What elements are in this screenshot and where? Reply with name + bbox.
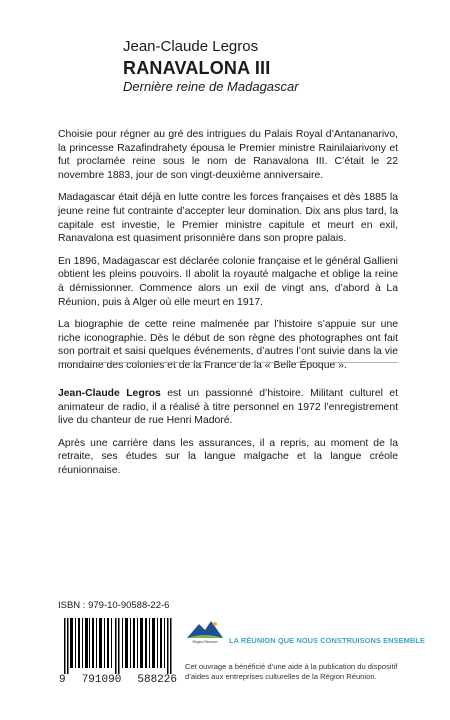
- author-name: Jean-Claude Legros: [123, 38, 259, 55]
- book-title: RANAVALONA III: [123, 58, 271, 78]
- blurb-paragraph: La biographie de cette reine malmenée par l’histoire s’appuie sur une riche iconographie. Dès le début de son règne des photographes ont fait son portrait et saisi quelques événements, d’autres l’ont suivie dans la vie mondaine des colonies et de la France de la « Belle Époque ».: [58, 319, 398, 371]
- mountain-icon: [185, 618, 225, 640]
- barcode-digit-group: 9: [59, 674, 66, 686]
- isbn: ISBN : 979-10-90588-22-6: [58, 600, 170, 611]
- author-bio: [58, 387, 398, 487]
- divider: [58, 362, 398, 363]
- region-reunion-logo: [185, 618, 225, 650]
- blurb-paragraph: Madagascar était déjà en lutte contre les forces françaises et dès 1885 la jeune reine fut contrainte d’accepter leur domination. Dix ans plus tard, la capitale est investie, le Premier ministre capitule et meurt en exil, Ranavalona est quasiment prisonnière dans son propre palais.: [58, 192, 398, 245]
- region-name: Région Réunion: [192, 640, 218, 644]
- blurb-paragraph: Choisie pour régner au gré des intrigues du Palais Royal d’Antananarivo, la princesse Razafindrahety épousa le Premier ministre Rainilaiarivony et fut proclamée reine sous le nom de Ranavalona III. C’était le 22 novembre 1883, jour de son vingt-deuxième anniversaire.: [58, 129, 398, 181]
- region-slogan: LA RÉUNION QUE NOUS CONSTRUISONS ENSEMBLE: [229, 636, 425, 645]
- bio-paragraph: Après une carrière dans les assurances, il a repris, au moment de la retraite, ses études sur la langue malgache et la langue créole réunionnaise.: [58, 437, 398, 476]
- publication-aid-note: Cet ouvrage a bénéficié d’une aide à la publication du dispositif d’aides aux entreprises culturelles de la Région Réunion.: [185, 662, 398, 681]
- blurb-paragraph: En 1896, Madagascar est déclarée colonie française et le général Gallieni obtient les pleins pouvoirs. Il abolit la royauté malgache et oblige la reine à démissionner. Commence alors un exil de vingt ans, d’abord à La Réunion, puis à Alger où elle meurt en 1917.: [58, 255, 398, 308]
- bio-paragraph: [58, 387, 398, 428]
- header: [123, 38, 299, 95]
- bio-text: est un passionné d’histoire. Militant culturel et animateur de radio, il a réalisé à titre personnel en 1972 l’enregistrement live du chanteur de rue Henri Madoré.: [58, 388, 398, 427]
- book-blurb: [58, 128, 398, 382]
- barcode: [58, 616, 178, 686]
- bio-author-name: Jean-Claude Legros: [58, 388, 161, 399]
- barcode-digits: [58, 674, 178, 686]
- book-subtitle: Dernière reine de Madagascar: [123, 79, 299, 94]
- barcode-digit-group: 588226: [137, 674, 177, 686]
- region-logo-row: [185, 618, 425, 650]
- barcode-bars: [58, 616, 178, 674]
- barcode-digit-group: 791090: [81, 674, 122, 686]
- region-sponsor: [185, 618, 425, 682]
